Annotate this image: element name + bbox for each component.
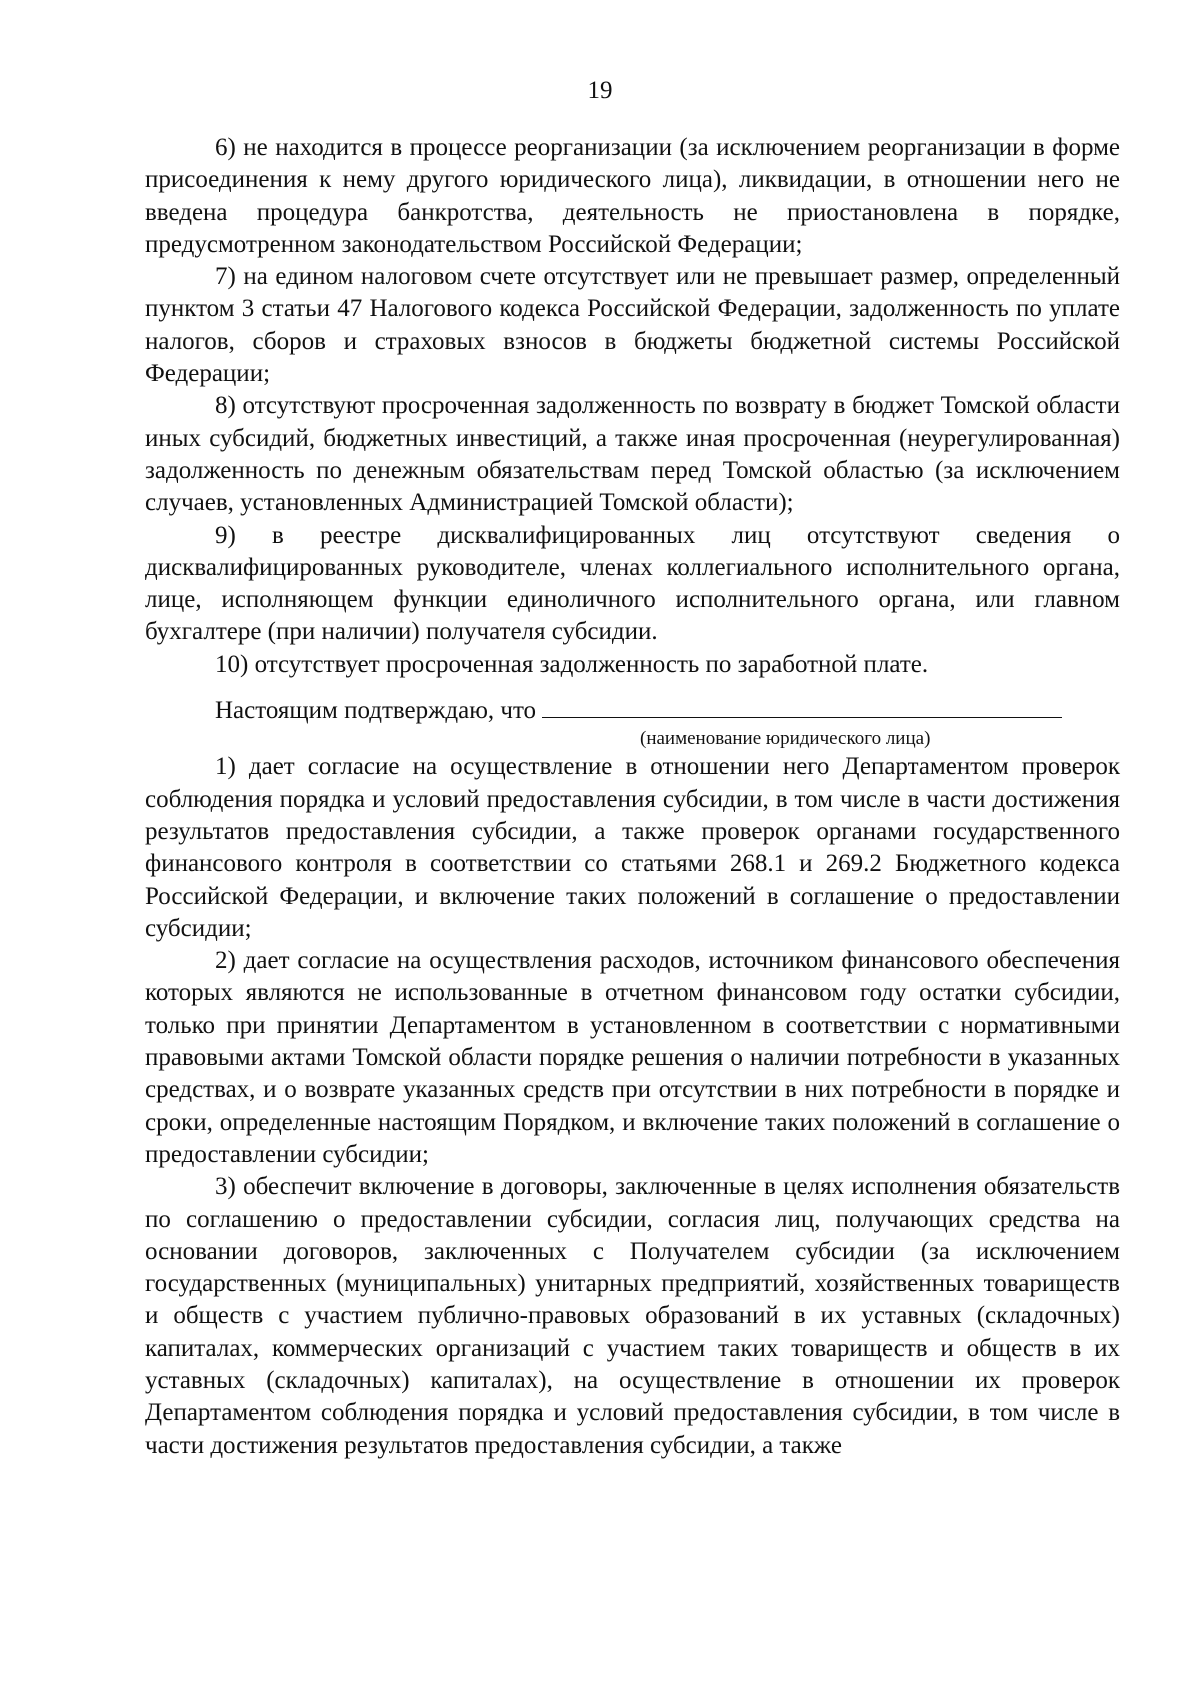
consent-item-1: 1) дает согласие на осуществление в отношении него Департаментом проверок соблюдения порядка и условий предоставления субсидии, в том числе в части достижения результатов предоставления субсидии, а также проверок органами государственного финансового контроля в соответствии со статьями 268.1 и 269.2 Бюджетного кодекса Российской Федерации, и включение таких положений в соглашение о предоставлении субсидии;: [145, 753, 1120, 942]
organization-name-blank: [542, 695, 1062, 718]
paragraph-item-7: 7) на едином налоговом счете отсутствует или не превышает размер, определенный пунктом 3 статьи 47 Налогового кодекса Российской Федерации, задолженность по уплате налогов, сборов и страховых взносов в бюджеты бюджетной системы Российской Федерации;: [145, 263, 1120, 388]
paragraph-item-8: 8) отсутствуют просроченная задолженность по возврату в бюджет Томской области иных субсидий, бюджетных инвестиций, а также иная просроченная (неурегулированная) задолженность по денежным обязательствам перед Томской областью (за исключением случаев, установленных Администрацией Томской области);: [145, 392, 1120, 517]
paragraph-item-10: 10) отсутствует просроченная задолженность по заработной плате.: [215, 650, 929, 678]
consent-item-3: 3) обеспечит включение в договоры, заключенные в целях исполнения обязательств по соглашению о предоставлении субсидии, согласия лиц, получающих средства на основании договоров, заключенных с Получателем субсидии (за исключением государственных (муниципальных) унитарных предприятий, хозяйственных товариществ и обществ с участием публично-правовых образований в их уставных (складочных) капиталах, коммерческих организаций с участием таких товариществ и обществ в их уставных (складочных) капиталах), на осуществление в отношении их проверок Департаментом соблюдения порядка и условий предоставления субсидии, в том числе в части достижения результатов предоставления субсидии, а также: [145, 1173, 1120, 1459]
page-number: 19: [587, 77, 613, 104]
confirmation-text: Настоящим подтверждаю, что: [215, 697, 537, 725]
paragraph-item-9: 9) в реестре дисквалифицированных лиц отсутствуют сведения о дисквалифицированных руководителе, членах коллегиального исполнительного органа, лице, исполняющем функции единоличного исполнительного органа, или главном бухгалтере (при наличии) получателя субсидии.: [145, 521, 1120, 646]
paragraph-item-6: 6) не находится в процессе реорганизации (за исключением реорганизации в форме присоединения к нему другого юридического лица), ликвидации, в отношении него не введена процедура банкротства, деятельность не приостановлена в порядке, предусмотренном законодательством Российской Федерации;: [145, 134, 1120, 258]
organization-name-caption: (наименование юридического лица): [640, 728, 931, 750]
confirmation-line: [145, 695, 1120, 727]
consent-item-2: 2) дает согласие на осуществления расходов, источником финансового обеспечения которых являются не использованные в отчетном финансовом году остатки субсидии, только при принятии Департаментом в установленном в соответствии с нормативными правовыми актами Томской области порядке решения о наличии потребности в указанных средствах, и о возврате указанных средств при отсутствии в них потребности в порядке и сроки, определенные настоящим Порядком, и включение таких положений в соглашение о предоставлении субсидии;: [145, 947, 1120, 1168]
document-body: [145, 132, 1120, 1462]
